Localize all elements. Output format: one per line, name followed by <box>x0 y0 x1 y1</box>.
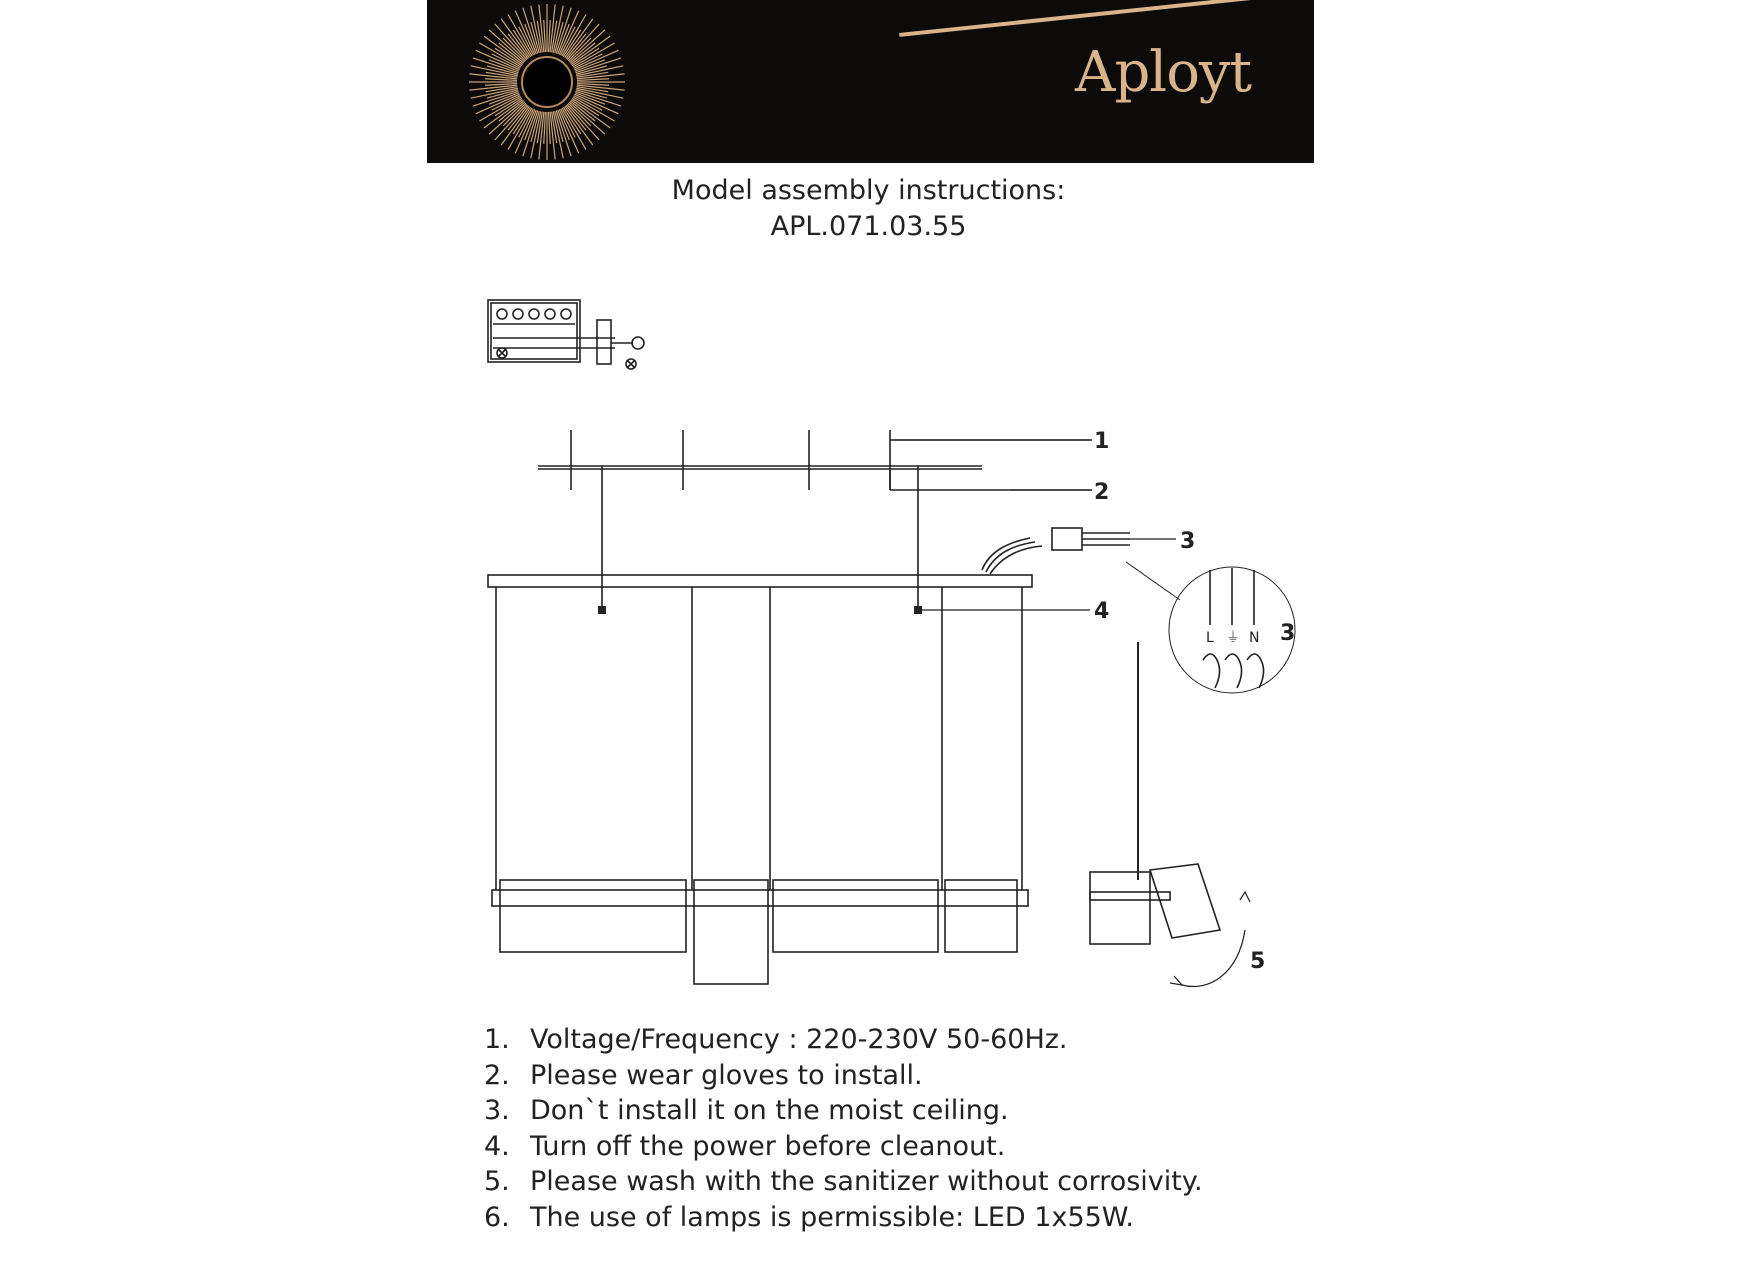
callout-1: 1 <box>1094 429 1110 454</box>
sun-ray <box>549 20 551 52</box>
callout-4: 4 <box>1094 599 1110 624</box>
terminal-block-icon <box>488 300 644 369</box>
lamp-box <box>694 880 768 984</box>
callout-3: 3 <box>1180 529 1196 554</box>
sun-ray <box>544 112 546 144</box>
sun-ray <box>577 84 609 86</box>
sun-ray <box>549 112 551 144</box>
instruction-item <box>484 1200 1203 1236</box>
assembly-diagram <box>470 280 1320 1000</box>
instruction-number: 5. <box>484 1166 510 1197</box>
sun-ray <box>485 79 517 81</box>
model-number: APL.071.03.55 <box>770 211 967 242</box>
lamp-detail-box <box>1090 872 1150 944</box>
bottom-bar <box>492 890 1028 906</box>
sun-ray <box>544 20 546 52</box>
instruction-number: 3. <box>484 1095 510 1126</box>
sun-ray <box>485 84 517 86</box>
callout-2: 2 <box>1094 480 1110 505</box>
callout-5: 5 <box>1250 949 1266 974</box>
instruction-item <box>484 1022 1203 1058</box>
corner-rays-decoration <box>897 0 1314 35</box>
instruction-number: 2. <box>484 1059 510 1091</box>
corner-ray <box>899 0 1267 35</box>
title-line-1: Model assembly instructions: <box>671 175 1066 206</box>
wire-label-earth: ⏚ <box>1226 630 1240 646</box>
instruction-item <box>484 1164 1203 1200</box>
instruction-number: 6. <box>484 1201 510 1233</box>
instruction-text: Please wash with the sanitizer without corrosivity. <box>530 1166 1203 1197</box>
instruction-text: Don`t install it on the moist ceiling. <box>530 1095 1009 1126</box>
page-title <box>0 173 1737 245</box>
sun-ray <box>577 79 609 81</box>
instruction-text: Please wear gloves to install. <box>530 1059 923 1091</box>
wire-label-live: L <box>1206 630 1214 646</box>
instruction-text: Voltage/Frequency : 220-230V 50-60Hz. <box>530 1024 1068 1055</box>
instruction-text: Turn off the power before cleanout. <box>530 1130 1006 1162</box>
top-bar <box>488 575 1032 587</box>
callout-3-detail: 3 <box>1280 621 1296 646</box>
instruction-number: 4. <box>484 1130 510 1162</box>
instruction-number: 1. <box>484 1024 510 1055</box>
sun-core-icon <box>522 57 572 107</box>
instruction-text: The use of lamps is permissible: LED 1x55W. <box>530 1201 1134 1233</box>
instruction-item <box>484 1093 1203 1129</box>
instruction-item <box>484 1058 1203 1094</box>
wire-label-neutral: N <box>1249 630 1260 646</box>
header-banner <box>427 0 1314 163</box>
instruction-item <box>484 1129 1203 1165</box>
ceiling-canopy <box>538 430 1092 490</box>
instructions-list <box>484 1022 1203 1235</box>
brand-logo-text: Aployt <box>1075 40 1252 105</box>
